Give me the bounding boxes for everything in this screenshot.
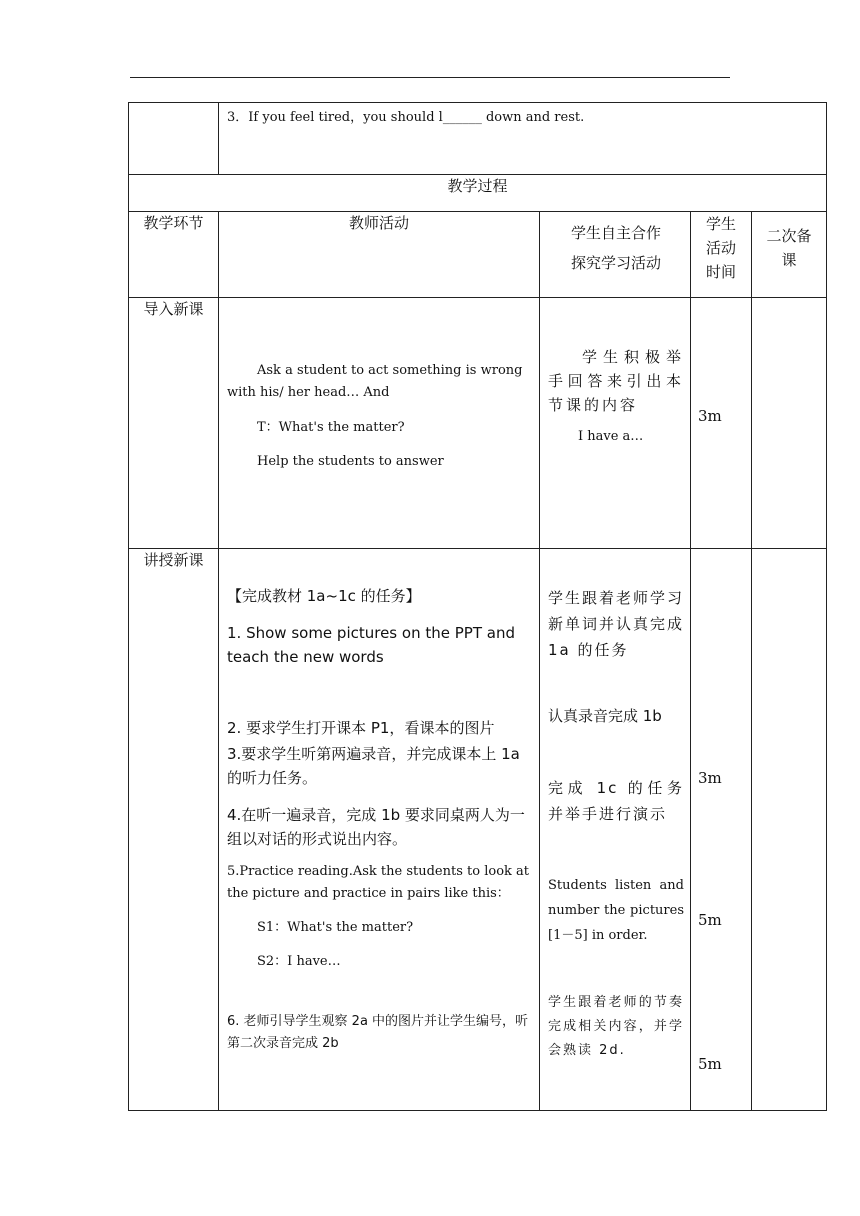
intro-teacher-cell <box>219 298 540 549</box>
teach-teacher-line-4: 3.要求学生听第两遍录音，并完成课本上 1a 的听力任务。 <box>227 745 520 787</box>
header-teacher-cell <box>219 212 540 298</box>
teach-teacher-line-7: S1：What's the matter? <box>257 920 414 935</box>
header-backup: 二次备 课 <box>766 227 812 269</box>
header-student: 学生自主合作 探究学习活动 <box>570 224 661 272</box>
intro-stage: 导入新课 <box>143 300 204 318</box>
intro-row <box>129 298 827 549</box>
teach-student-cell <box>540 549 691 1111</box>
intro-time-cell <box>691 298 752 549</box>
intro-backup-cell <box>752 298 827 549</box>
header-student-cell <box>540 212 691 298</box>
section-title-row <box>129 175 827 212</box>
teach-student-line-4: Students listen and number the pictures [1－5] in order. <box>548 878 684 943</box>
teach-stage: 讲授新课 <box>143 551 204 569</box>
intro-student-cell <box>540 298 691 549</box>
teaching-row <box>129 549 827 1111</box>
teach-teacher-line-3: 2. 要求学生打开课本 P1，看课本的图片 <box>227 719 495 737</box>
header-time: 学生 活动 时间 <box>705 215 736 281</box>
teach-time-3: 5m <box>698 1055 722 1073</box>
teach-student-line-5: 学生跟着老师的节奏完成相关内容，并学会熟读 2d. <box>548 995 684 1058</box>
teach-backup-cell <box>752 549 827 1111</box>
section-title: 教学过程 <box>447 177 508 195</box>
teach-student-line-3: 完成 1c 的任务并举手进行演示 <box>548 779 684 823</box>
intro-student-line-1: 学生积极举手回答来引出本节课的内容 <box>548 348 684 414</box>
teach-student-line-1: 学生跟着老师学习新单词并认真完成 1a 的任务 <box>548 589 685 659</box>
header-rule <box>130 77 730 78</box>
teach-teacher-cell <box>219 549 540 1111</box>
intro-teacher-line-2: T：What's the matter? <box>257 420 405 435</box>
teach-teacher-line-5: 4.在听一遍录音，完成 1b 要求同桌两人为一组以对话的形式说出内容。 <box>227 806 525 848</box>
teach-teacher-line-6: 5.Practice reading.Ask the students to look at the picture and practice in pairs like this： <box>227 864 530 901</box>
intro-student-line-2: I have a… <box>578 429 644 444</box>
header-teacher: 教师活动 <box>348 214 409 232</box>
teach-teacher-line-9: 6. 老师引导学生观察 2a 中的图片并让学生编号，听第二次录音完成 2b <box>227 1014 529 1051</box>
teach-teacher-line-2: 1. Show some pictures on the PPT and teach the new words <box>227 624 515 666</box>
teach-time-1: 3m <box>698 769 722 787</box>
teach-time-cell <box>691 549 752 1111</box>
header-backup-cell <box>752 212 827 298</box>
intro-time: 3m <box>698 407 722 425</box>
intro-stage-cell <box>129 298 219 549</box>
teach-teacher-line-8: S2：I have… <box>257 954 341 969</box>
header-row <box>129 212 827 298</box>
header-stage: 教学环节 <box>143 214 204 232</box>
previous-content-cell <box>219 103 827 175</box>
intro-teacher-line-3: Help the students to answer <box>257 454 444 469</box>
section-title-cell <box>129 175 827 212</box>
teach-stage-cell <box>129 549 219 1111</box>
previous-stage-cell <box>129 103 219 175</box>
header-stage-cell <box>129 212 219 298</box>
teach-teacher-line-1: 【完成教材 1a~1c 的任务】 <box>227 587 421 605</box>
teach-time-2: 5m <box>698 911 722 929</box>
intro-teacher-line-1: Ask a student to act something is wrong with his/ her head… And <box>227 363 523 400</box>
header-time-cell <box>691 212 752 298</box>
previous-content-row <box>129 103 827 175</box>
teach-student-line-2: 认真录音完成 1b <box>548 707 662 725</box>
exercise-item-3: 3．If you feel tired，you should l______ down and rest. <box>227 110 585 125</box>
lesson-plan-table <box>128 102 827 1111</box>
